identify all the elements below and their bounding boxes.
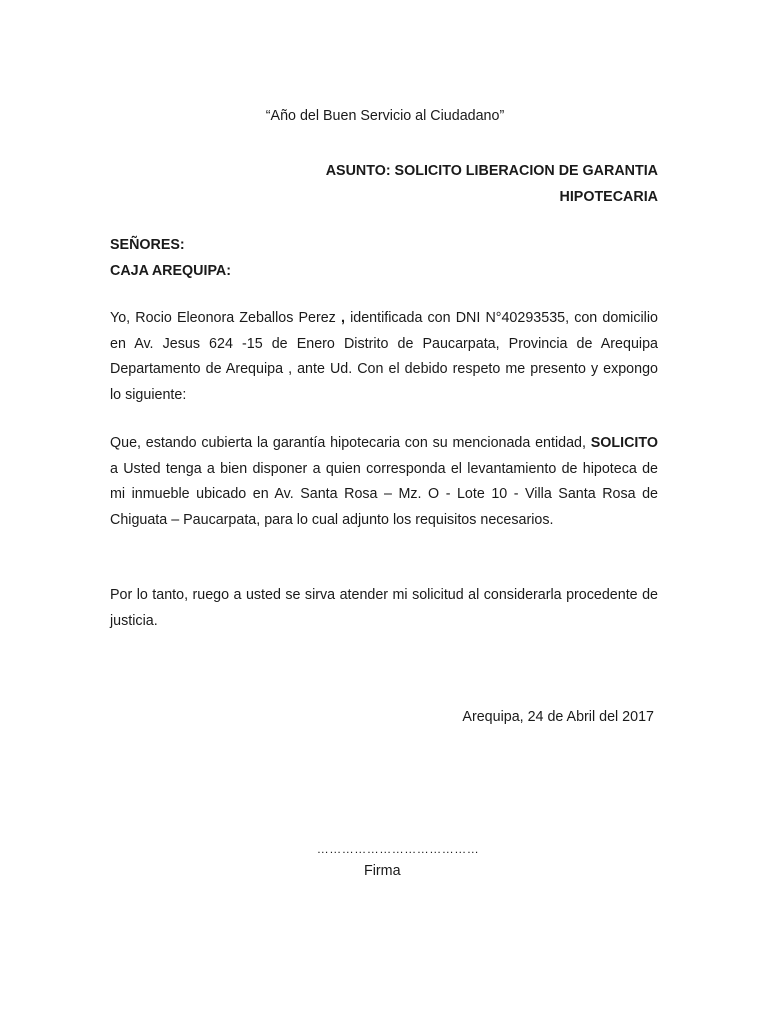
paragraph-1-text-b: identificada con DNI N°40293535, con domicilio en Av. Jesus 624 -15 de Enero Distrito de Paucarpata, Provincia de Arequipa Departamento de Arequipa , ante Ud. Con el debido respeto me presento y expongo lo siguiente: xyxy=(110,310,658,403)
paragraph-introduction xyxy=(110,306,658,408)
year-motto: “Año del Buen Servicio al Ciudadano” xyxy=(265,108,505,124)
addressee-line-1: SEÑORES: xyxy=(110,237,185,253)
subject-line-2: HIPOTECARIA xyxy=(559,189,658,205)
signature-line: ………………………………… xyxy=(316,842,480,856)
paragraph-closing: Por lo tanto, ruego a usted se sirva atender mi solicitud al considerarla procedente de justicia. xyxy=(110,587,658,629)
paragraph-2-text-b: a Usted tenga a bien disponer a quien corresponda el levantamiento de hipoteca de mi inmueble ubicado en Av. Santa Rosa – Mz. O - Lote 10 - Villa Santa Rosa de Chiguata – Paucarpata, para lo cual adjunto los requisitos necesarios. xyxy=(110,460,658,528)
paragraph-2-bold: SOLICITO xyxy=(590,435,658,451)
paragraph-2-text-a: Que, estando cubierta la garantía hipotecaria con su mencionada entidad, xyxy=(110,435,591,451)
paragraph-1-text-a: Yo, Rocio Eleonora Zeballos Perez xyxy=(110,310,341,326)
date-line: Arequipa, 24 de Abril del 2017 xyxy=(462,709,654,725)
signature-label: Firma xyxy=(364,863,401,879)
paragraph-1-bold: , xyxy=(340,310,345,326)
subject-block xyxy=(238,158,658,210)
paragraph-request xyxy=(110,431,658,533)
subject-line-1: ASUNTO: SOLICITO LIBERACION DE GARANTIA xyxy=(325,163,658,179)
addressee-block xyxy=(110,232,231,284)
addressee-line-2: CAJA AREQUIPA: xyxy=(110,263,231,279)
